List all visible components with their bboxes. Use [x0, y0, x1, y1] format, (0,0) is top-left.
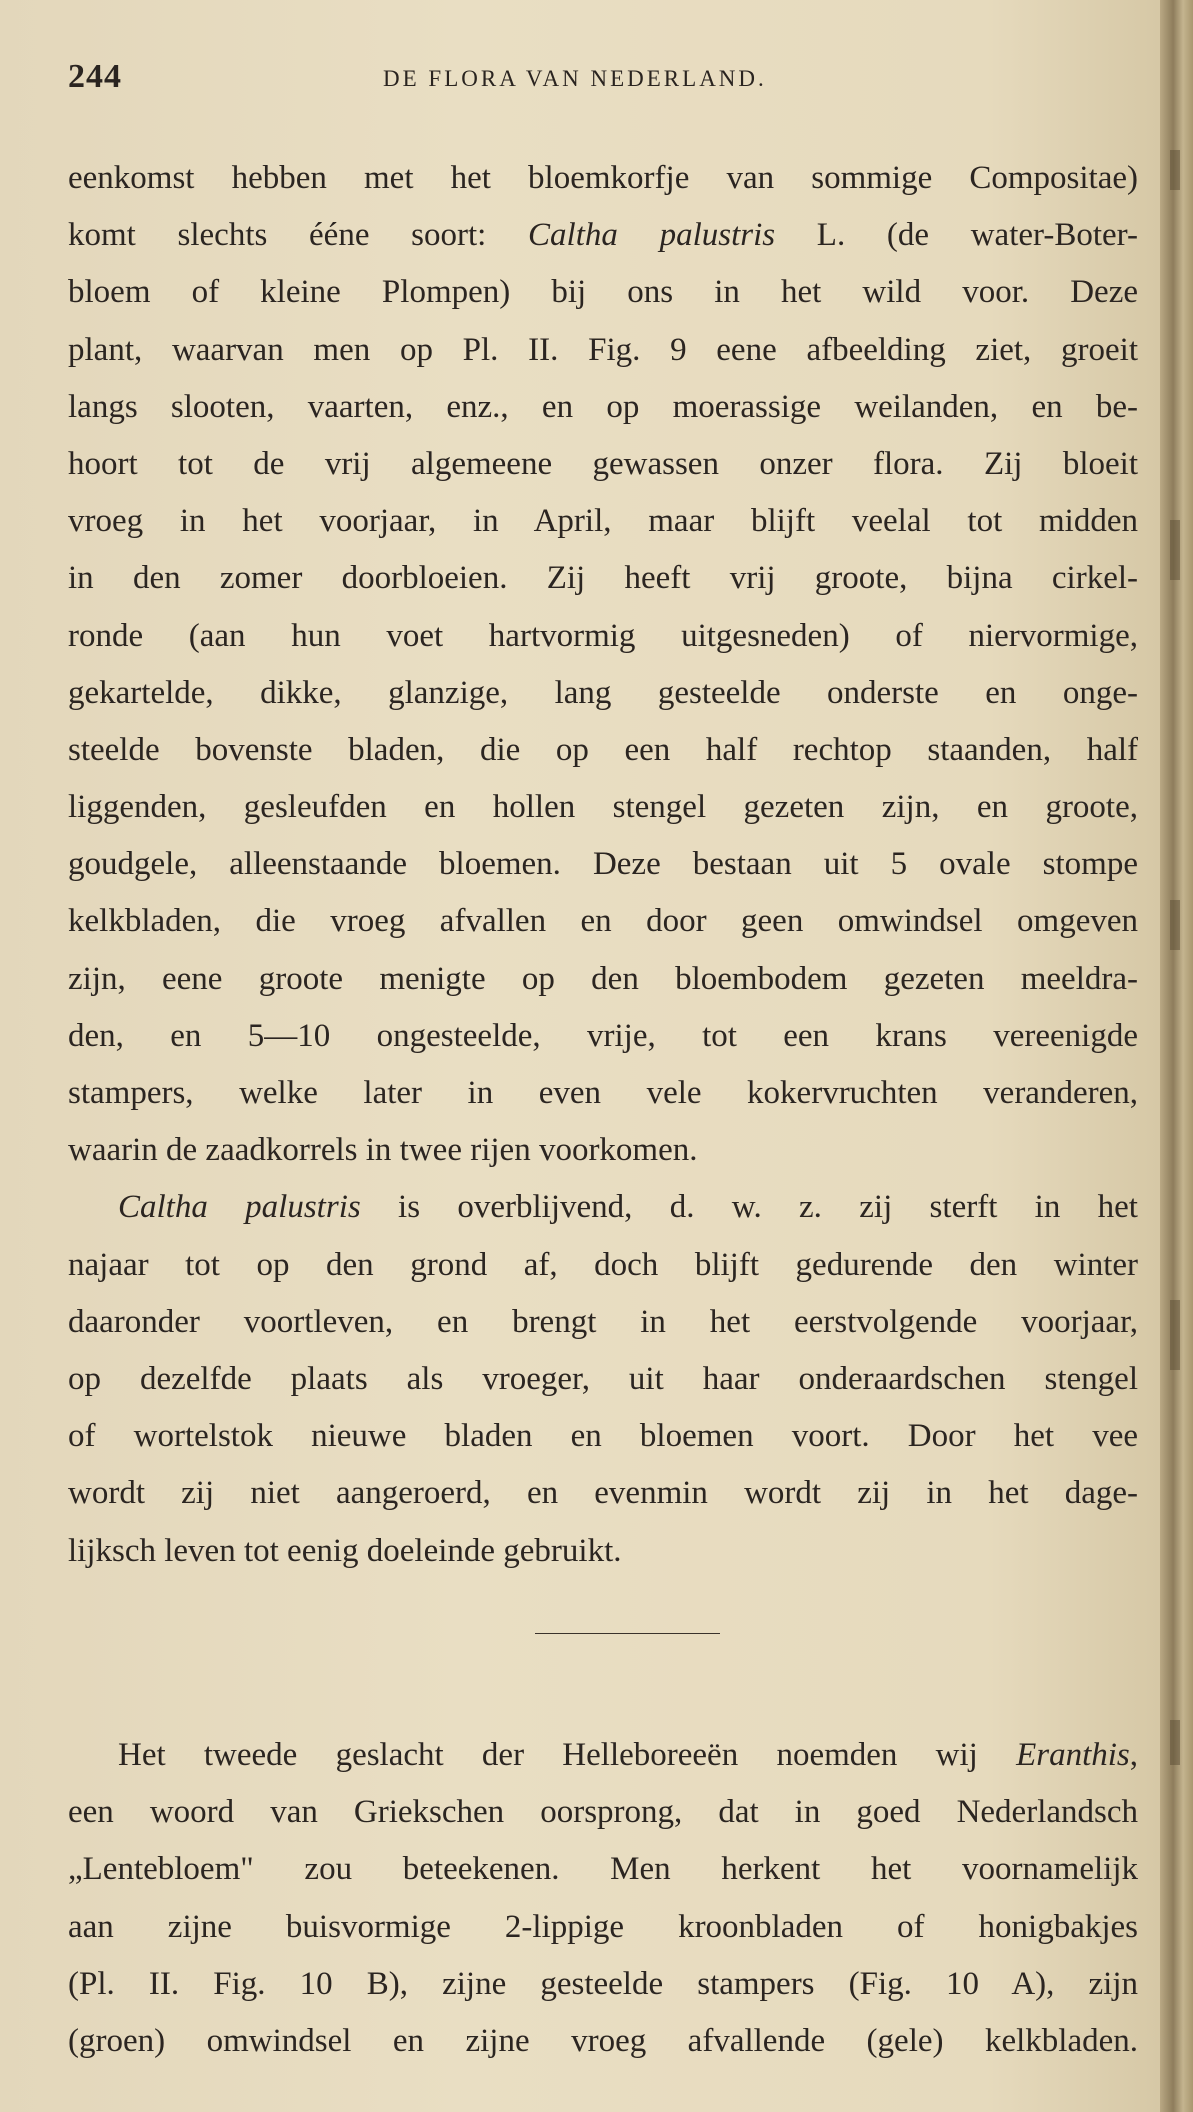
text-line: steelde bovenste bladen, die op een half rechtop staanden, half	[68, 731, 1138, 768]
text-line: op dezelfde plaats als vroeger, uit haar onderaardschen stengel	[68, 1360, 1138, 1397]
text-line: (groen) omwindsel en zijne vroeg afvallende (gele) kelkbladen.	[68, 2022, 1138, 2059]
section-divider	[535, 1633, 720, 1634]
text-line: liggenden, gesleufden en hollen stengel gezeten zijn, en groote,	[68, 789, 1138, 826]
species-name: Eranthis	[1016, 1737, 1130, 1773]
text-line: zijn, eene groote menigte op den bloembodem gezeten meeldra-	[68, 960, 1138, 997]
page-edge-mark	[1170, 150, 1180, 190]
text-line: gekartelde, dikke, glanzige, lang gesteelde onderste en onge-	[68, 674, 1138, 711]
text-line: een woord van Griekschen oorsprong, dat in goed Nederlandsch	[68, 1794, 1138, 1831]
page-number: 244	[68, 58, 122, 95]
text-line: Caltha palustris is overblijvend, d. w. z. zij sterft in het	[118, 1189, 1138, 1226]
text-line: wordt zij niet aangeroerd, en evenmin wordt zij in het dage-	[68, 1475, 1138, 1512]
text-line: stampers, welke later in even vele kokervruchten veranderen,	[68, 1075, 1138, 1111]
text-line: langs slooten, vaarten, enz., en op moerassige weilanden, en be-	[68, 388, 1138, 425]
text-line: hoort tot de vrij algemeene gewassen onzer flora. Zij bloeit	[68, 445, 1138, 482]
species-name: Caltha palustris	[118, 1189, 361, 1226]
species-name: Caltha palustris	[528, 217, 776, 254]
main-text	[68, 150, 1138, 1580]
page-edge-mark	[1170, 900, 1180, 950]
text-line: komt slechts ééne soort: Caltha palustris L. (de water-Boter-	[68, 217, 1138, 254]
main-text-eranthis	[68, 1727, 1138, 2070]
text-line: daaronder voortleven, en brengt in het eerstvolgende voorjaar,	[68, 1303, 1138, 1340]
text-line: eenkomst hebben met het bloemkorfje van sommige Compositae)	[68, 160, 1138, 196]
text-line: goudgele, alleenstaande bloemen. Deze bestaan uit 5 ovale stompe	[68, 846, 1138, 883]
text-line: Het tweede geslacht der Helleboreeën noemden wij Eranthis,	[118, 1737, 1138, 1773]
text-line: ronde (aan hun voet hartvormig uitgesneden) of niervormige,	[68, 617, 1138, 654]
text-line: den, en 5—10 ongesteelde, vrije, tot een krans vereenigde	[68, 1017, 1138, 1054]
paragraph-caltha-perennial	[68, 1179, 1138, 1579]
book-page-edge	[1160, 0, 1193, 2112]
text-line: najaar tot op den grond af, doch blijft gedurende den winter	[68, 1246, 1138, 1283]
page-edge-mark	[1170, 1300, 1180, 1370]
text-line: „Lentebloem" zou beteekenen. Men herkent het voornamelijk	[68, 1851, 1138, 1888]
text-line: of wortelstok nieuwe bladen en bloemen voort. Door het vee	[68, 1418, 1138, 1455]
running-head: DE FLORA VAN NEDERLAND.	[383, 66, 767, 91]
page-edge-mark	[1170, 520, 1180, 580]
text-line: bloem of kleine Plompen) bij ons in het wild voor. Deze	[68, 274, 1138, 311]
page-header	[68, 58, 1128, 108]
paragraph-caltha-description	[68, 150, 1138, 1179]
text-line: lijksch leven tot eenig doeleinde gebruikt.	[68, 1532, 622, 1569]
text-line: aan zijne buisvormige 2-lippige kroonbladen of honigbakjes	[68, 1908, 1138, 1945]
text-line: kelkbladen, die vroeg afvallen en door geen omwindsel omgeven	[68, 903, 1138, 940]
text-line: plant, waarvan men op Pl. II. Fig. 9 eene afbeelding ziet, groeit	[68, 331, 1138, 368]
text-line: (Pl. II. Fig. 10 B), zijne gesteelde stampers (Fig. 10 A), zijn	[68, 1965, 1138, 2002]
page-edge-mark	[1170, 1720, 1180, 1765]
paragraph-eranthis	[68, 1727, 1138, 2070]
text-line: waarin de zaadkorrels in twee rijen voorkomen.	[68, 1132, 698, 1169]
text-line: vroeg in het voorjaar, in April, maar blijft veelal tot midden	[68, 503, 1138, 540]
text-line: in den zomer doorbloeien. Zij heeft vrij groote, bijna cirkel-	[68, 560, 1138, 597]
